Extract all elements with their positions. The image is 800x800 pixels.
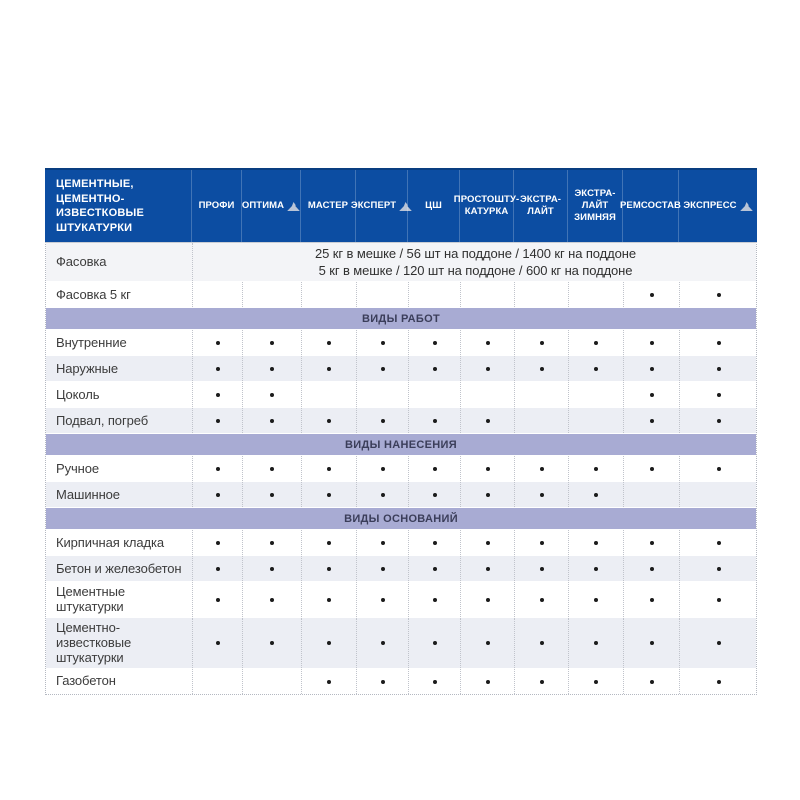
dot-marker bbox=[327, 680, 331, 684]
dot-marker bbox=[594, 567, 598, 571]
dot-cell bbox=[514, 482, 568, 507]
column-header-line bbox=[242, 200, 300, 212]
dot-cell bbox=[301, 618, 356, 668]
dot-cell bbox=[408, 482, 460, 507]
dot-cell bbox=[356, 382, 408, 407]
dot-marker bbox=[650, 541, 654, 545]
dot-cell bbox=[192, 669, 242, 694]
dot-cell bbox=[242, 669, 301, 694]
dot-cell bbox=[301, 456, 356, 481]
dot-cell bbox=[460, 482, 514, 507]
dot-cell bbox=[568, 582, 623, 617]
column-header-line bbox=[465, 206, 509, 218]
dot-marker bbox=[486, 341, 490, 345]
dot-marker bbox=[540, 567, 544, 571]
dot-marker bbox=[540, 641, 544, 645]
dot-marker bbox=[216, 393, 220, 397]
dot-cell bbox=[514, 382, 568, 407]
column-header-expert bbox=[350, 170, 407, 242]
dot-cell bbox=[242, 330, 301, 355]
dot-marker bbox=[327, 541, 331, 545]
dot-cell bbox=[623, 669, 679, 694]
dot-marker bbox=[594, 680, 598, 684]
row-label: Цоколь bbox=[56, 386, 100, 402]
dot-marker bbox=[433, 419, 437, 423]
column-header-prostoshtukaturka bbox=[453, 170, 520, 242]
dot-marker bbox=[216, 641, 220, 645]
dot-cell bbox=[192, 356, 242, 381]
dot-cell bbox=[356, 408, 408, 433]
dot-marker bbox=[327, 598, 331, 602]
dot-marker bbox=[650, 680, 654, 684]
dot-marker bbox=[327, 567, 331, 571]
dot-marker bbox=[381, 680, 385, 684]
dot-cell bbox=[242, 456, 301, 481]
dot-marker bbox=[486, 680, 490, 684]
table-row-beton-i-zhelezobeton bbox=[46, 555, 756, 581]
dot-cell bbox=[679, 618, 758, 668]
dot-cell bbox=[460, 330, 514, 355]
column-header-text: ЭКСПЕРТ bbox=[350, 199, 397, 211]
dot-cell bbox=[514, 530, 568, 555]
table-row-tsementno-izvestkovye-shtukaturki bbox=[46, 617, 756, 668]
dot-marker bbox=[270, 641, 274, 645]
column-header-profi bbox=[191, 170, 241, 242]
row-label: Фасовка 5 кг bbox=[56, 286, 131, 302]
dot-cell bbox=[514, 408, 568, 433]
column-header-master bbox=[300, 170, 355, 242]
dot-cell bbox=[242, 556, 301, 581]
dot-cell bbox=[460, 382, 514, 407]
dot-marker bbox=[540, 598, 544, 602]
mountain-icon bbox=[287, 202, 300, 211]
dot-marker bbox=[381, 641, 385, 645]
row-label: Цементно-известковые штукатурки bbox=[56, 620, 132, 665]
dot-cell bbox=[460, 356, 514, 381]
dot-marker bbox=[433, 341, 437, 345]
dot-marker bbox=[270, 393, 274, 397]
dot-marker bbox=[270, 341, 274, 345]
dot-cell bbox=[301, 382, 356, 407]
table-header bbox=[45, 168, 757, 242]
dot-cell bbox=[356, 282, 408, 307]
dot-marker bbox=[270, 367, 274, 371]
dot-cell bbox=[623, 530, 679, 555]
dot-marker bbox=[327, 641, 331, 645]
dot-marker bbox=[650, 641, 654, 645]
dot-cell bbox=[301, 356, 356, 381]
dot-cell bbox=[623, 582, 679, 617]
dot-marker bbox=[540, 467, 544, 471]
dot-marker bbox=[433, 680, 437, 684]
dot-marker bbox=[650, 567, 654, 571]
dot-cell bbox=[242, 482, 301, 507]
dot-cell bbox=[679, 382, 758, 407]
dot-cell bbox=[623, 408, 679, 433]
dot-cell bbox=[408, 282, 460, 307]
dot-marker bbox=[540, 541, 544, 545]
table-body bbox=[45, 242, 757, 695]
dot-marker bbox=[216, 467, 220, 471]
table-row-fasovka-5kg bbox=[46, 281, 756, 307]
column-header-text: ПРОСТОШТУ- bbox=[453, 193, 520, 205]
dot-cell bbox=[301, 408, 356, 433]
dot-marker bbox=[650, 467, 654, 471]
row-label: Ручное bbox=[56, 460, 99, 476]
dot-marker bbox=[433, 493, 437, 497]
dot-marker bbox=[486, 567, 490, 571]
dot-marker bbox=[216, 598, 220, 602]
dot-marker bbox=[594, 641, 598, 645]
dot-cell bbox=[242, 408, 301, 433]
dot-cell bbox=[301, 669, 356, 694]
dot-cell bbox=[514, 282, 568, 307]
dot-cell bbox=[568, 382, 623, 407]
column-header-remsostav bbox=[619, 170, 682, 242]
column-header-csh bbox=[407, 170, 459, 242]
dot-marker bbox=[650, 293, 654, 297]
dot-marker bbox=[381, 567, 385, 571]
column-header-text: ЦШ bbox=[425, 199, 442, 211]
dot-cell bbox=[623, 618, 679, 668]
column-header-extra-light bbox=[513, 170, 567, 242]
dot-cell bbox=[408, 408, 460, 433]
table-row-mashinnoe bbox=[46, 481, 756, 507]
row-label: Бетон и железобетон bbox=[56, 560, 182, 576]
dot-cell bbox=[623, 356, 679, 381]
dot-marker bbox=[717, 293, 721, 297]
dot-cell bbox=[460, 530, 514, 555]
column-header-line bbox=[620, 200, 681, 212]
dot-marker bbox=[270, 541, 274, 545]
dot-cell bbox=[568, 356, 623, 381]
dot-cell bbox=[679, 408, 758, 433]
dot-cell bbox=[242, 530, 301, 555]
table-row-gazobeton bbox=[46, 668, 756, 694]
dot-cell bbox=[623, 482, 679, 507]
dot-marker bbox=[216, 493, 220, 497]
dot-cell bbox=[356, 582, 408, 617]
table-title-line: ШТУКАТУРКИ bbox=[56, 221, 133, 234]
dot-marker bbox=[327, 367, 331, 371]
dot-cell bbox=[568, 618, 623, 668]
dot-marker bbox=[717, 341, 721, 345]
column-header-line bbox=[351, 200, 412, 212]
dot-marker bbox=[433, 367, 437, 371]
dot-cell bbox=[514, 556, 568, 581]
dot-cell bbox=[408, 669, 460, 694]
dot-marker bbox=[717, 641, 721, 645]
table-title-line: ЦЕМЕНТНЫЕ, bbox=[56, 178, 134, 190]
table-row-podval-pogreb bbox=[46, 407, 756, 433]
table-title-line: ЦЕМЕНТНО-ИЗВЕСТКОВЫЕ bbox=[56, 192, 144, 220]
dot-cell bbox=[568, 669, 623, 694]
dot-cell bbox=[356, 530, 408, 555]
dot-cell bbox=[623, 282, 679, 307]
dot-cell bbox=[192, 530, 242, 555]
dot-marker bbox=[650, 598, 654, 602]
dot-cell bbox=[460, 618, 514, 668]
dot-marker bbox=[216, 367, 220, 371]
row-label: Газобетон bbox=[56, 673, 116, 689]
column-header-line bbox=[454, 194, 519, 206]
product-comparison-table bbox=[45, 168, 757, 695]
dot-marker bbox=[433, 541, 437, 545]
dot-cell bbox=[242, 282, 301, 307]
dot-marker bbox=[717, 467, 721, 471]
column-header-express bbox=[678, 170, 757, 242]
column-header-line bbox=[527, 206, 554, 218]
dot-cell bbox=[568, 556, 623, 581]
dot-marker bbox=[594, 541, 598, 545]
dot-cell bbox=[242, 618, 301, 668]
row-label: Цементные штукатурки bbox=[56, 584, 126, 614]
dot-cell bbox=[408, 618, 460, 668]
dot-cell bbox=[514, 669, 568, 694]
dot-marker bbox=[486, 641, 490, 645]
dot-cell bbox=[679, 530, 758, 555]
dot-cell bbox=[356, 556, 408, 581]
table-row-naruzhnye bbox=[46, 355, 756, 381]
dot-cell bbox=[242, 382, 301, 407]
dot-cell bbox=[408, 582, 460, 617]
section-header-vidy-rabot: ВИДЫ РАБОТ bbox=[46, 307, 756, 329]
table-row-tsementnye-shtukaturki bbox=[46, 581, 756, 617]
dot-cell bbox=[679, 556, 758, 581]
table-title bbox=[45, 170, 191, 242]
column-header-text: ПРОФИ bbox=[198, 199, 235, 211]
dot-marker bbox=[486, 598, 490, 602]
dot-cell bbox=[679, 582, 758, 617]
dot-cell bbox=[301, 330, 356, 355]
dot-marker bbox=[540, 493, 544, 497]
dot-cell bbox=[568, 330, 623, 355]
dot-marker bbox=[486, 419, 490, 423]
dot-cell bbox=[460, 408, 514, 433]
dot-cell bbox=[408, 356, 460, 381]
column-header-optima bbox=[241, 170, 300, 242]
dot-marker bbox=[594, 341, 598, 345]
dot-cell bbox=[301, 282, 356, 307]
dot-cell bbox=[514, 618, 568, 668]
row-label: Фасовка bbox=[56, 253, 107, 269]
dot-cell bbox=[192, 556, 242, 581]
dot-cell bbox=[679, 669, 758, 694]
dot-marker bbox=[270, 467, 274, 471]
dot-marker bbox=[381, 367, 385, 371]
column-header-line bbox=[199, 200, 235, 212]
dot-cell bbox=[242, 582, 301, 617]
dot-cell bbox=[242, 356, 301, 381]
dot-marker bbox=[594, 467, 598, 471]
dot-marker bbox=[270, 567, 274, 571]
dot-marker bbox=[433, 567, 437, 571]
dot-cell bbox=[192, 408, 242, 433]
column-header-line bbox=[520, 194, 561, 206]
column-header-line bbox=[308, 200, 348, 212]
dot-marker bbox=[717, 367, 721, 371]
dot-marker bbox=[216, 541, 220, 545]
dot-marker bbox=[717, 541, 721, 545]
column-header-text: ЭКСТРА- bbox=[574, 187, 616, 199]
dot-marker bbox=[216, 419, 220, 423]
dot-cell bbox=[568, 408, 623, 433]
dot-marker bbox=[433, 467, 437, 471]
dot-cell bbox=[356, 330, 408, 355]
row-label: Внутренние bbox=[56, 334, 127, 350]
dot-marker bbox=[650, 393, 654, 397]
dot-cell bbox=[356, 456, 408, 481]
column-header-text: МАСТЕР bbox=[307, 199, 349, 211]
dot-cell bbox=[301, 582, 356, 617]
dot-marker bbox=[381, 467, 385, 471]
dot-cell bbox=[192, 456, 242, 481]
dot-cell bbox=[460, 282, 514, 307]
dot-cell bbox=[568, 482, 623, 507]
dot-cell bbox=[192, 382, 242, 407]
dot-marker bbox=[327, 419, 331, 423]
dot-cell bbox=[301, 556, 356, 581]
dot-cell bbox=[568, 456, 623, 481]
mountain-icon bbox=[740, 202, 753, 211]
row-label: Машинное bbox=[56, 486, 120, 502]
row-label: Наружные bbox=[56, 360, 118, 376]
dot-cell bbox=[408, 382, 460, 407]
dot-marker bbox=[717, 419, 721, 423]
dot-cell bbox=[192, 618, 242, 668]
dot-cell bbox=[679, 356, 758, 381]
dot-cell bbox=[679, 330, 758, 355]
section-header-vidy-naneseniya: ВИДЫ НАНЕСЕНИЯ bbox=[46, 433, 756, 455]
dot-marker bbox=[327, 493, 331, 497]
dot-marker bbox=[381, 541, 385, 545]
row-label: Подвал, погреб bbox=[56, 412, 149, 428]
dot-marker bbox=[270, 493, 274, 497]
dot-marker bbox=[433, 641, 437, 645]
dot-cell bbox=[679, 456, 758, 481]
dot-cell bbox=[568, 282, 623, 307]
packaging-info-line: 5 кг в мешке / 120 шт на поддоне / 600 кг на поддоне bbox=[318, 263, 633, 279]
table-row-ruchnoe bbox=[46, 455, 756, 481]
dot-cell bbox=[623, 330, 679, 355]
dot-marker bbox=[327, 467, 331, 471]
dot-cell bbox=[192, 330, 242, 355]
dot-cell bbox=[408, 456, 460, 481]
column-header-text: ОПТИМА bbox=[241, 199, 285, 211]
column-header-text: ЛАЙТ bbox=[581, 199, 609, 211]
dot-cell bbox=[408, 556, 460, 581]
column-header-text: ЭКСТРА- bbox=[519, 193, 562, 205]
dot-marker bbox=[594, 493, 598, 497]
dot-marker bbox=[594, 367, 598, 371]
column-header-line bbox=[574, 188, 615, 200]
dot-marker bbox=[270, 419, 274, 423]
dot-marker bbox=[650, 341, 654, 345]
section-header-vidy-osnovaniy: ВИДЫ ОСНОВАНИЙ bbox=[46, 507, 756, 529]
dot-cell bbox=[623, 382, 679, 407]
dot-cell bbox=[460, 556, 514, 581]
column-header-text: ЗИМНЯЯ bbox=[574, 212, 616, 224]
column-header-text: КАТУРКА bbox=[464, 206, 509, 218]
table-row-vnutrennie bbox=[46, 329, 756, 355]
dot-cell bbox=[356, 482, 408, 507]
table-row-kirpichnaya-kladka bbox=[46, 529, 756, 555]
dot-cell bbox=[460, 669, 514, 694]
dot-cell bbox=[623, 456, 679, 481]
dot-marker bbox=[381, 341, 385, 345]
dot-cell bbox=[514, 456, 568, 481]
dot-cell bbox=[301, 482, 356, 507]
dot-marker bbox=[540, 680, 544, 684]
dot-marker bbox=[486, 367, 490, 371]
dot-cell bbox=[623, 556, 679, 581]
dot-cell bbox=[192, 482, 242, 507]
dot-marker bbox=[216, 567, 220, 571]
dot-marker bbox=[594, 598, 598, 602]
dot-marker bbox=[270, 598, 274, 602]
dot-marker bbox=[650, 367, 654, 371]
dot-cell bbox=[679, 282, 758, 307]
dot-marker bbox=[327, 341, 331, 345]
dot-marker bbox=[717, 567, 721, 571]
dot-cell bbox=[514, 582, 568, 617]
dot-marker bbox=[650, 419, 654, 423]
dot-marker bbox=[540, 341, 544, 345]
dot-marker bbox=[717, 680, 721, 684]
dot-marker bbox=[486, 541, 490, 545]
dot-cell bbox=[568, 530, 623, 555]
dot-cell bbox=[460, 582, 514, 617]
column-header-text: ЭКСПРЕСС bbox=[683, 199, 737, 211]
dot-cell bbox=[356, 669, 408, 694]
dot-marker bbox=[717, 393, 721, 397]
column-header-line bbox=[425, 200, 442, 212]
dot-cell bbox=[408, 530, 460, 555]
dot-cell bbox=[301, 530, 356, 555]
table-row-tsokol bbox=[46, 381, 756, 407]
dot-marker bbox=[486, 467, 490, 471]
dot-cell bbox=[514, 330, 568, 355]
dot-marker bbox=[717, 598, 721, 602]
dot-cell bbox=[356, 618, 408, 668]
row-label: Кирпичная кладка bbox=[56, 534, 165, 550]
packaging-info bbox=[192, 243, 758, 281]
dot-cell bbox=[408, 330, 460, 355]
column-header-line bbox=[574, 212, 616, 224]
dot-cell bbox=[460, 456, 514, 481]
column-header-line bbox=[683, 200, 752, 212]
column-header-text: РЕМСОСТАВ bbox=[619, 199, 682, 211]
column-header-text: ЛАЙТ bbox=[527, 206, 554, 218]
dot-marker bbox=[381, 598, 385, 602]
dot-marker bbox=[381, 493, 385, 497]
column-header-extra-light-winter bbox=[567, 170, 622, 242]
dot-marker bbox=[540, 367, 544, 371]
dot-cell bbox=[356, 356, 408, 381]
dot-cell bbox=[514, 356, 568, 381]
packaging-info-line: 25 кг в мешке / 56 шт на поддоне / 1400 кг на поддоне bbox=[315, 246, 636, 262]
dot-cell bbox=[192, 582, 242, 617]
table-row-fasovka bbox=[46, 243, 756, 281]
dot-marker bbox=[216, 341, 220, 345]
dot-cell bbox=[192, 282, 242, 307]
column-header-line bbox=[582, 200, 609, 212]
dot-marker bbox=[381, 419, 385, 423]
dot-cell bbox=[679, 482, 758, 507]
dot-marker bbox=[433, 598, 437, 602]
dot-marker bbox=[486, 493, 490, 497]
